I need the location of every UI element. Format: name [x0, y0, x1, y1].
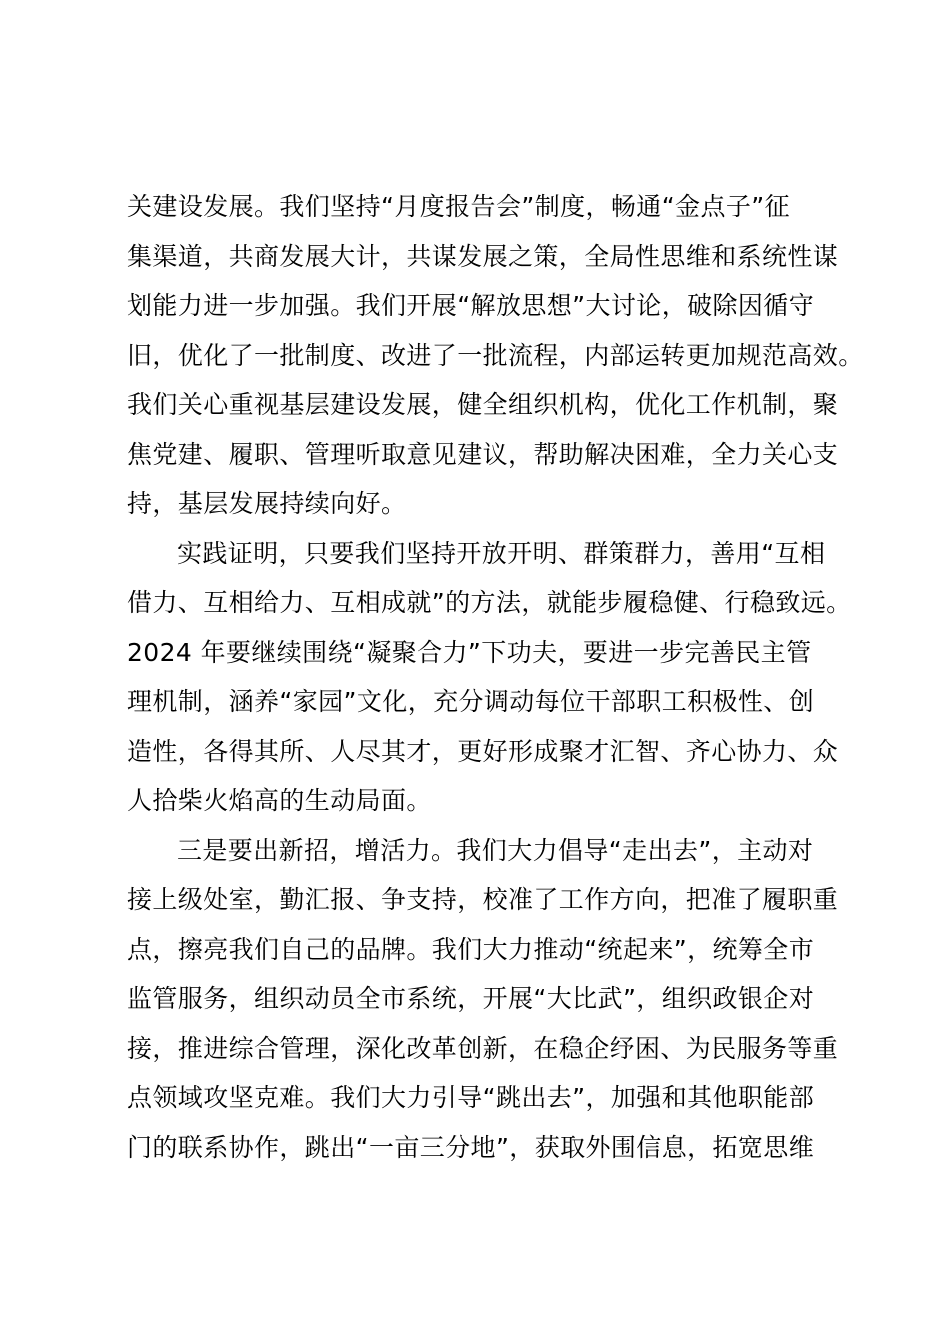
text-line: 造性，各得其所、人尽其才，更好形成聚才汇智、齐心协力、众: [127, 736, 839, 766]
text-line: 借力、互相给力、互相成就”的方法，就能步履稳健、行稳致远。: [127, 588, 852, 617]
text-line: 关建设发展。我们坚持“月度报告会”制度，畅通“金点子”征: [127, 192, 791, 221]
paragraph-first-line: 三是要出新招，增活力。我们大力倡导“走出去”，主动对: [177, 835, 814, 865]
text-line: 点，擦亮我们自己的品牌。我们大力推动“统起来”，统筹全市: [127, 934, 815, 964]
text-line: 集渠道，共商发展大计，共谋发展之策，全局性思维和系统性谋: [127, 241, 839, 271]
text-line: 焦党建、履职、管理听取意见建议，帮助解决困难，全力关心支: [127, 439, 839, 469]
paragraph-first-line: 实践证明，只要我们坚持开放开明、群策群力，善用“互相: [177, 538, 826, 568]
body-text: [127, 182, 864, 1172]
text-line: 理机制，涵养“家园”文化，充分调动每位干部职工积极性、创: [127, 687, 815, 716]
text-line: 门的联系协作，跳出“一亩三分地”，获取外围信息，拓宽思维: [127, 1132, 815, 1162]
text-line: 2024 年要继续围绕“凝聚合力”下功夫，要进一步完善民主管: [127, 637, 812, 667]
text-line: 旧，优化了一批制度、改进了一批流程，内部运转更加规范高效。: [127, 340, 864, 370]
text-line: 接上级处室，勤汇报、争支持，校准了工作方向，把准了履职重: [127, 885, 839, 914]
text-line: 人拾柴火焰高的生动局面。: [127, 786, 432, 815]
text-line: 持，基层发展持续向好。: [127, 489, 407, 518]
text-line: 点领域攻坚克难。我们大力引导“跳出去”，加强和其他职能部: [127, 1083, 815, 1112]
text-line: 划能力进一步加强。我们开展“解放思想”大讨论，破除因循守: [127, 291, 815, 320]
text-line: 我们关心重视基层建设发展，健全组织机构，优化工作机制，聚: [127, 390, 839, 419]
text-line: 接，推进综合管理，深化改革创新，在稳企纾困、为民服务等重: [127, 1033, 839, 1063]
text-line: 监管服务，组织动员全市系统，开展“大比武”，组织政银企对: [127, 984, 815, 1013]
